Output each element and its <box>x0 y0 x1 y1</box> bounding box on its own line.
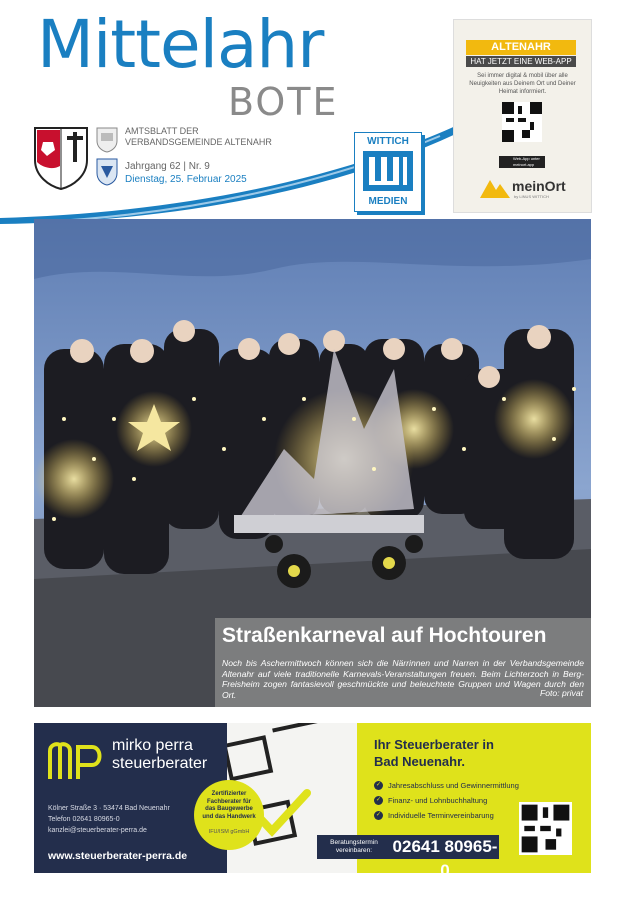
brand-subtitle: steuerberater <box>112 755 208 772</box>
certification-badge-text <box>194 791 264 821</box>
badge-line: und das Handwerk <box>202 813 256 820</box>
badge-line: Fachberater für <box>206 798 251 805</box>
service-label: Jahresabschluss und Gewinnermittlung <box>388 781 519 790</box>
masthead-title: Mittelahr <box>37 6 324 83</box>
wittich-medien-logo <box>354 132 422 212</box>
issue-number: Jahrgang 62 | Nr. 9 <box>125 161 210 172</box>
cover-story-title: Straßenkarneval auf Hochtouren <box>222 624 547 647</box>
qr-code-icon[interactable] <box>519 802 572 855</box>
masthead-subtitle: BOTE <box>228 80 339 124</box>
email-line[interactable]: kanzlei@steuerberater-perra.de <box>48 827 147 834</box>
app-ad-banner-sub: HAT JETZT EINE WEB-APP <box>466 56 576 67</box>
medien-label: MEDIEN <box>368 196 408 207</box>
web-app-ad[interactable] <box>453 19 592 213</box>
website-link[interactable]: www.steuerberater-perra.de <box>48 850 188 862</box>
list-item <box>374 808 519 823</box>
qr-code-icon[interactable] <box>502 102 542 142</box>
tax-headline: Ihr Steuerberater in <box>374 737 494 752</box>
web-app-badge[interactable]: Web-App unter meinort.app <box>499 156 545 168</box>
badge-line: Zertifizierter <box>211 791 247 797</box>
check-icon: ✓ <box>375 797 382 803</box>
coat-of-arms-icon <box>33 126 89 190</box>
list-item <box>374 793 519 808</box>
amtsblatt-line: AMTSBLATT DER <box>125 126 199 136</box>
address-line: Kölner Straße 3 · 53474 Bad Neuenahr <box>48 805 170 812</box>
brand-name: mirko perra <box>112 737 193 754</box>
tax-headline-city: Bad Neuenahr. <box>374 754 466 769</box>
appointment-phone[interactable]: 02641 80965-0 <box>392 837 498 880</box>
wittich-label: WITTICH <box>367 136 409 147</box>
list-item <box>374 778 519 793</box>
issue-date: Dienstag, 25. Februar 2025 <box>125 174 247 185</box>
tax-advisor-ad[interactable] <box>34 723 591 880</box>
tax-address <box>48 803 170 836</box>
check-icon: ✓ <box>375 812 382 818</box>
badge-line: das Baugewerbe <box>205 806 253 812</box>
cover-story-text: Noch bis Aschermittwoch können sich die Närrinnen und Narren in der Verbandsgemeinde Altenahr auf viele traditionelle Karnevals-Veranstaltungen freuen. Beim Lichterzoch in Berg-Freisheim zogen fantasievoll geschmückte und beleuchtete Gruppen und Wagen durch den Ort. <box>222 658 584 700</box>
service-label: Individuelle Terminvereinbarung <box>388 811 494 820</box>
photo-credit: Foto: privat <box>540 688 583 698</box>
app-ad-banner: ALTENAHR <box>466 40 576 55</box>
amtsblatt-line: VERBANDSGEMEINDE ALTENAHR <box>125 137 272 147</box>
mp-logo-icon <box>48 741 106 781</box>
meinort-brand: meinOrt <box>512 178 566 194</box>
phone-line: Telefon 02641 80965-0 <box>48 816 120 823</box>
small-crest-icon <box>96 158 118 186</box>
wittich-w-icon <box>363 151 413 191</box>
app-ad-description: Sei immer digital & mobil über alle Neuigkeiten aus Deinem Ort und Deiner Heimat informiert. <box>469 73 576 95</box>
amtsblatt-label <box>125 126 272 148</box>
meinort-logo-icon <box>480 176 510 198</box>
small-crest-icon <box>96 127 118 153</box>
services-list <box>374 778 519 823</box>
appointment-label: Beratungstermin vereinbaren: <box>317 835 391 859</box>
badge-org: IFU/ISM gGmbH <box>208 829 250 835</box>
service-label: Finanz- und Lohnbuchhaltung <box>388 796 488 805</box>
check-icon: ✓ <box>375 782 382 788</box>
meinort-brand-sub: by LINUS WITTICH <box>514 194 549 199</box>
